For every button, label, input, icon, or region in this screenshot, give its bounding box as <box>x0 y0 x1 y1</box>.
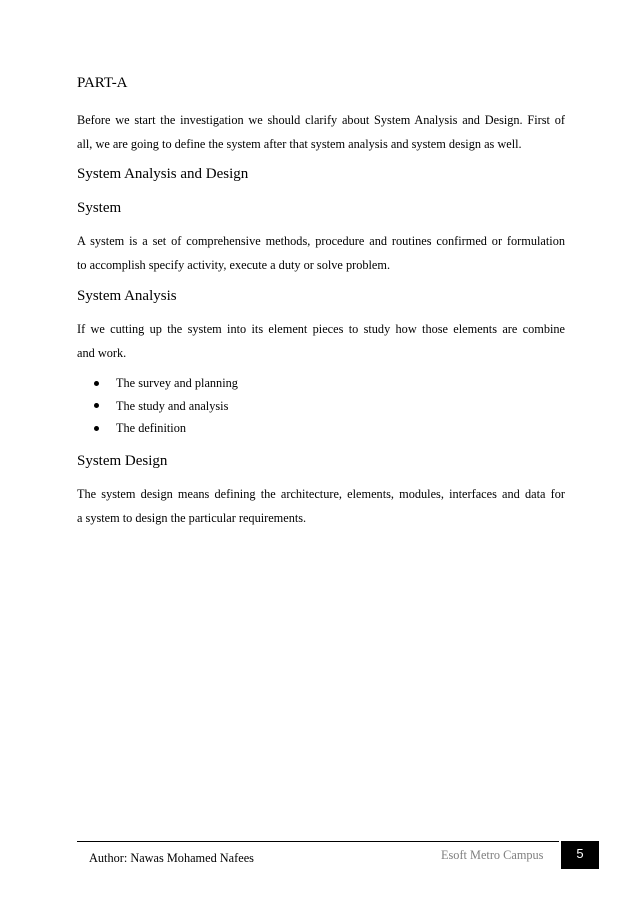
bullet-icon <box>94 426 99 431</box>
bullet-icon <box>94 403 99 408</box>
system-analysis-line-1: If we cutting up the system into its element pieces to study how those elements are combine <box>77 322 565 336</box>
system-line-2: to accomplish specify activity, execute a duty or solve problem. <box>77 258 391 272</box>
intro-line-1: Before we start the investigation we should clarify about System Analysis and Design. First of <box>77 113 565 127</box>
system-design-line-2: a system to design the particular requirements. <box>77 511 307 525</box>
bullet-text: The definition <box>116 421 187 435</box>
footer-campus: Esoft Metro Campus <box>441 848 544 862</box>
system-paragraph <box>77 229 565 277</box>
system-design-line-1: The system design means defining the architecture, elements, modules, interfaces and data for <box>77 487 565 501</box>
list-item <box>77 395 565 418</box>
system-design-paragraph <box>77 482 565 530</box>
system-analysis-paragraph <box>77 317 565 365</box>
bullet-text: The survey and planning <box>116 376 238 390</box>
heading-system-analysis-and-design: System Analysis and Design <box>77 166 249 182</box>
intro-paragraph <box>77 108 565 156</box>
page-number-badge <box>561 841 599 869</box>
bullet-icon <box>94 381 99 386</box>
heading-system-analysis: System Analysis <box>77 288 177 304</box>
bullet-text: The study and analysis <box>116 398 229 413</box>
part-title: PART-A <box>77 75 128 91</box>
heading-system: System <box>77 200 122 216</box>
heading-system-design: System Design <box>77 453 168 469</box>
list-item <box>77 417 565 440</box>
page-number: 5 <box>576 846 584 861</box>
system-analysis-bullet-list <box>77 372 565 440</box>
system-analysis-line-2: and work. <box>77 346 127 360</box>
footer-divider <box>77 841 559 842</box>
intro-line-2: all, we are going to define the system after that system analysis and system design as well. <box>77 137 522 151</box>
list-item <box>77 372 565 395</box>
footer-author: Author: Nawas Mohamed Nafees <box>89 851 254 865</box>
system-line-1: A system is a set of comprehensive methods, procedure and routines confirmed or formulation <box>77 234 565 248</box>
